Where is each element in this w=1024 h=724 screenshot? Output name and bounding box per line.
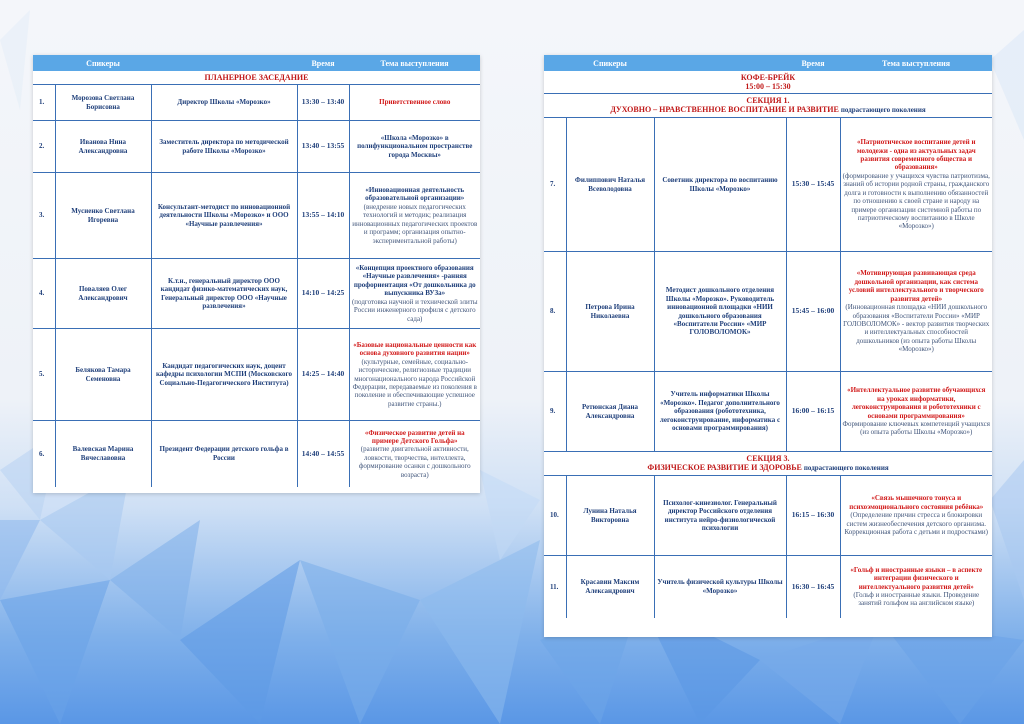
speaker-role: Учитель информатики Школы «Морозко». Педагог дополнительного образования (робототехника, легоконструирование, информатика с основами программирования) xyxy=(654,372,786,452)
header-topic: Тема выступления xyxy=(840,55,992,71)
topic-description: (Инновационная площадка «НИИ дошкольного образования «Воспитатели России» «МИР ГОЛОВОЛОМОК» - вектор развития творческих и интеллектуальных способностей дошкольников (из опыта работы Школы «Морозко») xyxy=(843,303,990,354)
header-topic: Тема выступления xyxy=(349,55,480,71)
section-title: ПЛАНЕРНОЕ ЗАСЕДАНИЕ xyxy=(33,71,480,85)
topic-description: Формирование ключевых компетенций учащихся (из опыта работы Школы «Морозко») xyxy=(842,419,990,437)
section-row xyxy=(544,94,992,118)
table-header xyxy=(33,55,480,71)
row-number: 5. xyxy=(33,329,55,421)
section-3-title: ФИЗИЧЕСКОЕ РАЗВИТИЕ И ЗДОРОВЬЕ xyxy=(647,463,802,472)
table-row xyxy=(33,121,480,173)
time-slot: 13:40 – 13:55 xyxy=(297,121,349,173)
coffee-break-title: КОФЕ-БРЕЙК xyxy=(740,73,796,82)
topic-title: «Патриотическое воспитание детей и молодежи - одна из актуальных задач развития современного общества и образования» xyxy=(856,138,976,172)
speaker-name: Мусиенко Светлана Игоревна xyxy=(55,173,151,259)
time-slot: 14:25 – 14:40 xyxy=(297,329,349,421)
topic-description: (подготовка научной и технической элиты России инженерного профиля с детского сада) xyxy=(351,297,478,323)
table-row xyxy=(544,476,992,556)
section-3-subtitle: подрастающего поколения xyxy=(803,464,889,472)
topic-title: «Мотивирующая развивающая среда дошкольной организации, как система условий интеллектуального и творческого развития детей» xyxy=(848,269,984,303)
speaker-name: Петрова Ирина Николаевна xyxy=(566,252,654,372)
topic-description: (Гольф и иностранные языки. Проведение занятий гольфом на английском языке) xyxy=(853,590,980,608)
topic xyxy=(840,372,992,452)
topic xyxy=(349,173,480,259)
speaker-role: Президент Федерации детского гольфа в России xyxy=(151,421,297,487)
right-page xyxy=(544,55,992,637)
time-slot: 14:10 – 14:25 xyxy=(297,259,349,329)
topic xyxy=(349,421,480,487)
topic-description: (внедрение новых педагогических технологий и методик; реализация инновационных педагогических проектов и программ; организация опытно-экспериментальной работы) xyxy=(352,202,478,245)
table-row xyxy=(33,421,480,487)
time-slot: 16:30 – 16:45 xyxy=(786,556,840,618)
section-row xyxy=(544,452,992,476)
row-number: 7. xyxy=(544,118,566,252)
left-schedule-table xyxy=(33,55,480,487)
topic-title: «Физическое развитие детей на примере Детского Гольфа» xyxy=(364,428,465,445)
topic xyxy=(840,476,992,556)
topic-title: «Концепция проектного образования «Научные развлечения» -ранняя профориентация «От дошкольника до выпускника ВУЗа» xyxy=(353,264,476,298)
speaker-name: Валевская Марина Вячеславовна xyxy=(55,421,151,487)
topic xyxy=(349,121,480,173)
row-number: 1. xyxy=(33,85,55,121)
right-schedule-table xyxy=(544,55,992,618)
speaker-role: Советник директора по воспитанию Школы «Морозко» xyxy=(654,118,786,252)
speaker-role: К.т.н., генеральный директор ООО кандидат физико-математических наук, Генеральный директор ООО «Научные развлечения» xyxy=(151,259,297,329)
time-slot: 16:00 – 16:15 xyxy=(786,372,840,452)
section-1-heading xyxy=(544,94,992,118)
topic-title: «Инновационная деятельность образовательной организации» xyxy=(365,186,465,203)
section-row xyxy=(33,71,480,85)
speaker-name: Иванова Нина Александровна xyxy=(55,121,151,173)
topic xyxy=(349,329,480,421)
speaker-name: Ретюнская Диана Александровна xyxy=(566,372,654,452)
topic-description: (развитие двигательной активности, ловкости, творчества, интеллекта, формирование осанки с дошкольного возраста) xyxy=(358,445,471,479)
row-number: 11. xyxy=(550,582,559,591)
speaker-name: Поваляев Олег Александрович xyxy=(55,259,151,329)
header-speakers: Спикеры xyxy=(566,55,654,71)
section-1-title: ДУХОВНО – НРАВСТВЕННОЕ ВОСПИТАНИЕ И РАЗВИТИЕ xyxy=(610,105,839,114)
time-slot: 14:40 – 14:55 xyxy=(297,421,349,487)
table-row xyxy=(33,329,480,421)
speaker-role: Кандидат педагогических наук, доцент кафедры психологии МСПИ (Московского Социально-Педагогического Института) xyxy=(151,329,297,421)
section-3-number: СЕКЦИЯ 3. xyxy=(746,454,790,463)
speaker-role: Директор Школы «Морозко» xyxy=(151,85,297,121)
topic-title: «Школа «Морозко» в полифункциональном пространстве города Москвы» xyxy=(357,133,473,159)
section-1-subtitle: подрастающего поколения xyxy=(840,106,926,114)
time-slot: 16:15 – 16:30 xyxy=(786,476,840,556)
section-3-heading xyxy=(544,452,992,476)
time-slot: 13:55 – 14:10 xyxy=(297,173,349,259)
table-row xyxy=(544,556,992,618)
row-number: 2. xyxy=(33,121,55,173)
table-row xyxy=(544,252,992,372)
topic xyxy=(840,556,992,618)
header-time: Время xyxy=(297,55,349,71)
speaker-role: Психолог-кинезиолог. Генеральный директор Российского отделения института нейро-физиологической психологии xyxy=(654,476,786,556)
table-row xyxy=(544,372,992,452)
time-slot: 15:45 – 16:00 xyxy=(786,252,840,372)
topic-title: «Базовые национальные ценности как основа духовного развития нации» xyxy=(353,340,477,358)
topic xyxy=(840,252,992,372)
topic-title: Приветственное слово xyxy=(379,98,451,107)
header-speakers: Спикеры xyxy=(55,55,151,71)
speaker-role: Методист дошкольного отделения Школы «Морозко». Руководитель инновационной площадки «НИИ дошкольного образования «Воспитатели России» «МИР ГОЛОВОЛОМОК» xyxy=(654,252,786,372)
topic xyxy=(840,118,992,252)
row-number: 4. xyxy=(33,259,55,329)
speaker-name: Лунина Наталья Викторовна xyxy=(566,476,654,556)
table-row xyxy=(33,85,480,121)
table-row xyxy=(544,118,992,252)
row-number: 8. xyxy=(544,252,566,372)
row-number: 6. xyxy=(39,449,45,458)
topic xyxy=(349,259,480,329)
speaker-role: Заместитель директора по методической работе Школы «Морозко» xyxy=(151,121,297,173)
table-row xyxy=(33,259,480,329)
topic-title: «Интеллектуальное развитие обучающихся на уроках информатики, легоконструирования и робототехники с основами программирования» xyxy=(847,386,986,420)
section-1-number: СЕКЦИЯ 1. xyxy=(746,96,790,105)
speaker-name: Морозова Светлана Борисовна xyxy=(55,85,151,121)
row-number: 9. xyxy=(544,372,566,452)
table-header xyxy=(544,55,992,71)
coffee-break xyxy=(544,71,992,94)
coffee-break-time: 15:00 – 15:30 xyxy=(745,82,791,91)
row-number: 10. xyxy=(544,476,566,556)
row-number: 3. xyxy=(33,173,55,259)
speaker-name: Филиппович Наталья Всеволодовна xyxy=(566,118,654,252)
topic-description: (формирование у учащихся чувства патриотизма, знаний об истории родной страны, гражданского долга и готовности к выполнению обязанностей по отношению к своей стране и народу на примере организации системной работы по патриотическому воспитанию в Школе «Морозко») xyxy=(842,171,990,231)
time-slot: 13:30 – 13:40 xyxy=(297,85,349,121)
speaker-role: Консультант-методист по инновационной деятельности Школы «Морозко» и ООО «Научные развлечения» xyxy=(151,173,297,259)
speaker-name: Белякова Тамара Семеновна xyxy=(55,329,151,421)
topic-description: (Определение причин стресса и блокировки систем жизнеобеспечения детского организма. Коррекционная работа с детьми и подростками) xyxy=(844,511,989,537)
time-slot: 15:30 – 15:45 xyxy=(786,118,840,252)
topic-description: (культурные, семейные, социально-исторические, религиозные традиции многонационального народа Российской Федерации, передаваемые из поколения в поколение и обеспечивающие успешное развитие страны.) xyxy=(352,357,477,408)
coffee-break-row xyxy=(544,71,992,94)
topic-title: «Гольф и иностранные языки – в аспекте интеграции физического и интеллектуального развития детей» xyxy=(850,565,983,591)
speaker-role: Учитель физической культуры Школы «Морозко» xyxy=(654,556,786,618)
table-row xyxy=(33,173,480,259)
speaker-name: Красавин Максим Александрович xyxy=(566,556,654,618)
topic xyxy=(349,85,480,121)
header-time: Время xyxy=(786,55,840,71)
topic-title: «Связь мышечного тонуса и психоэмоционального состояния ребёнка» xyxy=(849,494,984,511)
left-page xyxy=(33,55,480,493)
